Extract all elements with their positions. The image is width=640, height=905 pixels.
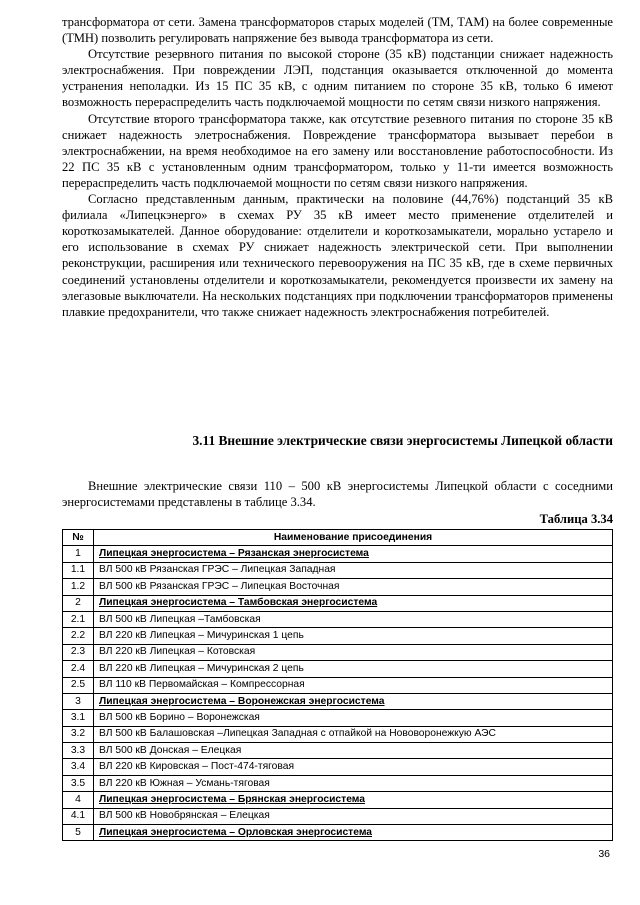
- row-number: 3: [63, 693, 94, 709]
- row-number: 2: [63, 595, 94, 611]
- row-number: 4: [63, 792, 94, 808]
- table-row: [63, 644, 613, 660]
- row-name: ВЛ 500 кВ Борино – Воронежская: [94, 710, 613, 726]
- table-row: [63, 579, 613, 595]
- table-caption: Таблица 3.34: [539, 512, 613, 526]
- paragraph-2: Отсутствие резервного питания по высокой стороне (35 кВ) подстанции снижает надежность электроснабжения. При повреждении ЛЭП, подстанция оказывается отключенной до момента устранения неполадки. Из 15 ПС 35 кВ, с одним питанием по стороне 35 кВ, только 6 имеют возможность перераспределить часть подключаемой мощности по сетям связи низкого напряжения.: [62, 47, 613, 110]
- row-number: 2.4: [63, 661, 94, 677]
- row-name: ВЛ 220 кВ Кировская – Пост-474-тяговая: [94, 759, 613, 775]
- row-number: 2.1: [63, 611, 94, 627]
- paragraph-1: трансформатора от сети. Замена трансформаторов старых моделей (ТМ, ТАМ) на более современные (ТМН) позволить регулировать напряжение без вывода трансформатора из сети.: [62, 15, 613, 46]
- table-header-row: [63, 530, 613, 546]
- table-row: [63, 562, 613, 578]
- table-row: [63, 792, 613, 808]
- table-row: [63, 611, 613, 627]
- row-number: 1.1: [63, 562, 94, 578]
- table-row: [63, 726, 613, 742]
- table-row: [63, 743, 613, 759]
- row-name: Липецкая энергосистема – Рязанская энергосистема: [94, 546, 613, 562]
- table-row: [63, 628, 613, 644]
- row-name: ВЛ 220 кВ Липецкая – Котовская: [94, 644, 613, 660]
- paragraph-4: Согласно представленным данным, практически на половине (44,76%) подстанций 35 кВ филиала «Липецкэнерго» в схемах РУ 35 кВ имеет место применение отделителей и короткозамыкателей. Данное оборудование: отделители и короткозамыкатели, морально устарело и его использование в схемах РУ снижает надежность электрической сети. При выполнении реконструкции, расширения или технического перевооружения на ПС 35 кВ, где в схеме первичных соединений установлены отделители и короткозамыкатели, рекомендуется произвести их замену на элегазовые выключатели. На нескольких подстанциях при подключении трансформаторов применены плавкие предохранители, что также снижает надежность электроснабжения потребителей.: [62, 192, 613, 319]
- row-name: Липецкая энергосистема – Орловская энергосистема: [94, 825, 613, 841]
- table-row: [63, 546, 613, 562]
- table-row: [63, 759, 613, 775]
- row-number: 3.2: [63, 726, 94, 742]
- table-row: [63, 693, 613, 709]
- row-number: 2.3: [63, 644, 94, 660]
- row-name: ВЛ 500 кВ Новобрянская – Елецкая: [94, 808, 613, 824]
- paragraph-3: Отсутствие второго трансформатора также, как отсутствие резевного питания по стороне 35 кВ снижает надежность элетроснабжения. Повреждение трансформатора вызывает перебои в электроснабжении, на время необходимое на его замену или восстановление работоспособности. Из 22 ПС 35 кВ с установленным одним трансформатором, только у 11-ти имеется возможность перераспределить часть подключаемой мощности по сетям связи низкого напряжения.: [62, 111, 613, 190]
- row-number: 2.5: [63, 677, 94, 693]
- row-number: 3.4: [63, 759, 94, 775]
- table-row: [63, 595, 613, 611]
- page-number: 36: [598, 848, 610, 860]
- table-body: [63, 546, 613, 841]
- row-name: Липецкая энергосистема – Воронежская энергосистема: [94, 693, 613, 709]
- intro-paragraph: Внешние электрические связи 110 – 500 кВ энергосистемы Липецкой области с соседними энергосистемами представлены в таблице 3.34.: [62, 479, 613, 510]
- row-name: ВЛ 500 кВ Балашовская –Липецкая Западная с отпайкой на Нововоронежкую АЭС: [94, 726, 613, 742]
- header-number: №: [63, 530, 94, 546]
- row-name: ВЛ 110 кВ Первомайская – Компрессорная: [94, 677, 613, 693]
- row-number: 1.2: [63, 579, 94, 595]
- row-number: 5: [63, 825, 94, 841]
- row-name: ВЛ 220 кВ Южная – Усмань-тяговая: [94, 775, 613, 791]
- row-number: 3.3: [63, 743, 94, 759]
- row-name: ВЛ 220 кВ Липецкая – Мичуринская 2 цепь: [94, 661, 613, 677]
- row-name: ВЛ 500 кВ Донская – Елецкая: [94, 743, 613, 759]
- connections-table: [62, 529, 613, 841]
- document-page: [62, 14, 613, 838]
- row-name: ВЛ 500 кВ Рязанская ГРЭС – Липецкая Восточная: [94, 579, 613, 595]
- row-number: 4.1: [63, 808, 94, 824]
- section-title: 3.11 Внешние электрические связи энергосистемы Липецкой области: [192, 433, 613, 448]
- row-name: ВЛ 220 кВ Липецкая – Мичуринская 1 цепь: [94, 628, 613, 644]
- table-row: [63, 661, 613, 677]
- header-name: Наименование присоединения: [94, 530, 613, 546]
- row-number: 1: [63, 546, 94, 562]
- table-row: [63, 775, 613, 791]
- row-name: ВЛ 500 кВ Рязанская ГРЭС – Липецкая Западная: [94, 562, 613, 578]
- table-row: [63, 825, 613, 841]
- row-number: 3.1: [63, 710, 94, 726]
- table-row: [63, 808, 613, 824]
- row-name: Липецкая энергосистема – Брянская энергосистема: [94, 792, 613, 808]
- row-name: ВЛ 500 кВ Липецкая –Тамбовская: [94, 611, 613, 627]
- row-name: Липецкая энергосистема – Тамбовская энергосистема: [94, 595, 613, 611]
- table-row: [63, 710, 613, 726]
- row-number: 2.2: [63, 628, 94, 644]
- table-row: [63, 677, 613, 693]
- row-number: 3.5: [63, 775, 94, 791]
